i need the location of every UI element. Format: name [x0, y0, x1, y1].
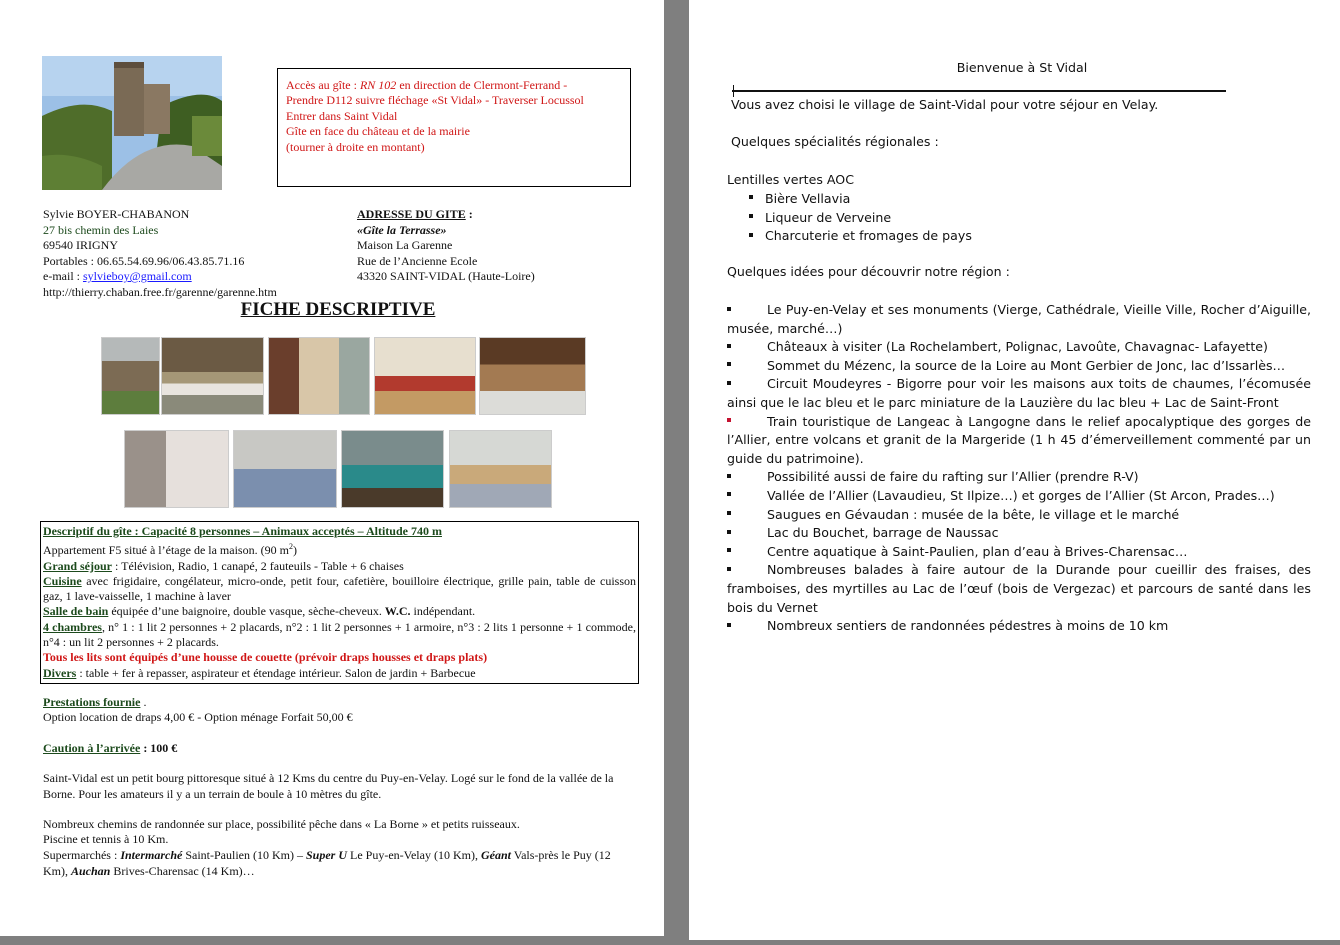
access-line2: Prendre D112 suivre fléchage «St Vidal» - Traverser Locussol: [286, 93, 584, 108]
supermarket-3-text: Vals-près le Puy (12 Km),: [43, 848, 611, 878]
bullet-icon: [749, 214, 753, 218]
bullet-icon: [727, 307, 731, 311]
bullet-icon: [727, 344, 731, 348]
email-link[interactable]: sylvieboy@gmail.com: [82, 269, 192, 283]
idea-item: [727, 524, 1311, 543]
ideas-heading: Quelques idées pour découvrir notre région :: [727, 264, 1010, 279]
sejour-text: : Télévision, Radio, 1 canapé, 2 fauteuils - Table + 6 chaises: [112, 558, 404, 573]
supermarket-1-text: Saint-Paulien (10 Km) –: [182, 848, 306, 862]
idea-label: Lac du Bouchet, barrage de Naussac: [767, 525, 999, 541]
idea-item: [727, 301, 1311, 338]
bullet-icon: [727, 548, 731, 552]
castle-photo: [42, 56, 222, 190]
divers-text: : table + fer à repasser, aspirateur et étendage intérieur. Salon de jardin + Barbecue: [76, 665, 476, 680]
hiking-paragraph: Nombreux chemins de randonnée sur place, possibilité pêche dans « La Borne » et petits ruisseaux.: [43, 817, 520, 831]
specialty-label: Liqueur de Verveine: [765, 209, 892, 225]
gite-address-heading: ADRESSE DU GITE: [357, 207, 466, 221]
idea-label: Nombreuses balades à faire autour de la Durande pour cueillir des fraises, des framboises, des myrtilles au Lac de l’œuf (bois de Vergezac) et parcours de santé dans les bois du Vernet: [727, 562, 1311, 615]
owner-name: Sylvie BOYER-CHABANON: [43, 207, 190, 221]
idea-label: Train touristique de Langeac à Langogne dans le relief apocalyptique des gorges de l’Allier, entre volcans et granit de la Margeride (1 h 45 d’émerveillement commenté par un guide du patrimoine).: [727, 413, 1311, 466]
idea-label: Le Puy-en-Velay et ses monuments (Vierge, Cathédrale, Vieille Ville, Rocher d’Aiguille, musée, marché…): [727, 302, 1311, 336]
access-line4: Gîte en face du château et de la mairie: [286, 124, 470, 139]
owner-city: 69540 IRIGNY: [43, 238, 118, 252]
prestations-block: [43, 695, 633, 726]
prestations-label: Prestations fournie: [43, 695, 141, 709]
idea-label: Saugues en Gévaudan : musée de la bête, le village et le marché: [767, 506, 1180, 522]
title-rule-tick: [733, 85, 734, 97]
caution-block: [43, 741, 633, 756]
gallery-photo-4[interactable]: [374, 337, 476, 415]
bullet-icon: [727, 381, 731, 385]
specialty-item: [727, 209, 972, 228]
bullet-icon: [727, 474, 731, 478]
specialty-item: [727, 190, 972, 209]
bullet-icon: [727, 567, 731, 571]
access-line1-suffix: en direction de Clermont-Ferrand -: [396, 78, 568, 92]
gallery-photo-6[interactable]: [124, 430, 229, 508]
bain-label: Salle de bain: [43, 604, 109, 619]
bullet-icon: [749, 233, 753, 237]
bullet-icon: [727, 492, 731, 496]
sejour-label: Grand séjour: [43, 558, 112, 573]
supermarket-1: Intermarché: [120, 848, 183, 862]
idea-label: Possibilité aussi de faire du rafting sur l’Allier (prendre R-V): [767, 469, 1139, 485]
chambres-text: , n° 1 : 1 lit 2 personnes + 2 placards, n°2 : 1 lit 2 personnes + 1 armoire, n°3 : 2 lits 1 personne + 1 commode, n°4 : un lit 2 personnes + 2 placards.: [43, 619, 636, 650]
gite-address-colon: :: [465, 207, 473, 221]
access-line3: Entrer dans Saint Vidal: [286, 108, 398, 123]
access-directions-box: [277, 68, 631, 187]
caution-value: : 100 €: [140, 741, 178, 755]
lits-note: Tous les lits sont équipés d’une housse de couette (prévoir draps housses et draps plats): [43, 650, 488, 665]
supermarket-2-text: Le Puy-en-Velay (10 Km),: [347, 848, 481, 862]
prestations-label-end: .: [140, 695, 147, 709]
supermarket-2: Super U: [305, 848, 347, 862]
idea-item: [727, 487, 1311, 506]
idea-label: Sommet du Mézenc, la source de la Loire au Mont Gerbier de Jonc, lac d’Issarlès…: [767, 357, 1286, 373]
idea-label: Nombreux sentiers de randonnées pédestres à moins de 10 km: [767, 618, 1169, 634]
caution-label: Caution à l’arrivée: [43, 741, 141, 755]
idea-label: Circuit Moudeyres - Bigorre pour voir les maisons aux toits de chaumes, l’écomusée ainsi que le lac bleu et le parc miniature de la Lauzière du lac bleu + Lac de Saint-Front: [727, 376, 1311, 410]
gite-street: Rue de l’Ancienne Ecole: [357, 253, 478, 268]
idea-item: [727, 338, 1311, 357]
email-label: e-mail :: [43, 269, 83, 283]
supermarket-4: Auchan: [71, 863, 111, 878]
description-header: Descriptif du gîte : Capacité 8 personnes – Animaux acceptés – Altitude 740 m: [43, 524, 442, 538]
supermarkets-paragraph: [43, 848, 633, 879]
website-url[interactable]: http://thierry.chaban.free.fr/garenne/garenne.htm: [43, 284, 277, 299]
supermarket-3: Géant: [480, 848, 511, 862]
idea-label: Vallée de l’Allier (Lavaudieu, St Ilpize…) et gorges de l’Allier (St Arcon, Prades…): [767, 487, 1275, 503]
bullet-icon: [727, 623, 731, 627]
gallery-photo-9[interactable]: [449, 430, 552, 508]
bullet-icon: [727, 362, 731, 366]
idea-item: [727, 375, 1311, 412]
document-page-2: [689, 0, 1340, 940]
pool-paragraph: Piscine et tennis à 10 Km.: [43, 832, 169, 846]
idea-label: Centre aquatique à Saint-Paulien, plan d’eau à Brives-Charensac…: [767, 543, 1188, 559]
access-line5: (tourner à droite en montant): [286, 139, 425, 154]
document-page-1: [0, 0, 664, 936]
bullet-icon: [749, 195, 753, 199]
welcome-title: Bienvenue à St Vidal: [956, 60, 1088, 75]
gallery-photo-5[interactable]: [479, 337, 586, 415]
idea-label: Châteaux à visiter (La Rochelambert, Polignac, Lavoûte, Chavagnac- Lafayette): [767, 339, 1268, 355]
village-paragraph: Saint-Vidal est un petit bourg pittoresque situé à 12 Kms du centre du Puy-en-Velay. Logé sur le fond de la vallée de la Borne. Pour les amateurs il y a un terrain de boule à 10 mètres du gîte.: [43, 771, 614, 801]
specialties-heading: Quelques spécialités régionales :: [731, 134, 939, 149]
bain-text: équipée d’une baignoire, double vasque, sèche-cheveux.: [108, 604, 385, 619]
apartment-end: ): [292, 543, 297, 558]
gallery-photo-7[interactable]: [233, 430, 337, 508]
supermarket-4-text: Brives-Charensac (14 Km)…: [110, 863, 255, 878]
chambres-label: 4 chambres: [43, 619, 102, 634]
specialty-first: Lentilles vertes AOC: [727, 172, 855, 187]
bain-end: indépendant.: [410, 604, 476, 619]
gite-address-block: [357, 207, 617, 285]
specialty-label: Bière Vellavia: [765, 190, 851, 206]
gite-city: 43320 SAINT-VIDAL (Haute-Loire): [357, 269, 535, 283]
access-rn: RN 102: [359, 78, 397, 92]
apartment-text: Appartement F5 situé à l’étage de la maison. (90 m: [43, 543, 289, 558]
owner-phones: Portables : 06.65.54.69.96/06.43.85.71.16: [43, 253, 245, 268]
gite-name: «Gîte la Terrasse»: [357, 222, 447, 237]
idea-item: [727, 617, 1311, 636]
supermarkets-prefix: Supermarchés :: [43, 848, 121, 862]
specialty-label: Charcuterie et fromages de pays: [765, 228, 972, 244]
description-box: [40, 521, 639, 684]
intro-text: Vous avez choisi le village de Saint-Vidal pour votre séjour en Velay.: [731, 97, 1159, 112]
apartment-sup: 2: [288, 542, 293, 552]
bullet-icon: [727, 530, 731, 534]
specialty-item: [727, 227, 972, 246]
bullet-icon: [727, 418, 731, 422]
owner-contact-block: [43, 207, 343, 300]
idea-item: [727, 413, 1311, 469]
gallery-photo-8[interactable]: [341, 430, 444, 508]
gallery-photo-2[interactable]: [161, 337, 264, 415]
divers-label: Divers: [43, 665, 77, 680]
idea-item: [727, 468, 1311, 487]
prestations-text: Option location de draps 4,00 € - Option ménage Forfait 50,00 €: [43, 710, 353, 725]
access-line1-prefix: Accès au gîte :: [286, 78, 360, 92]
owner-street: 27 bis chemin des Laies: [43, 222, 159, 237]
idea-item: [727, 506, 1311, 525]
idea-item: [727, 543, 1311, 562]
page-title: FICHE DESCRIPTIVE: [240, 299, 436, 320]
cuisine-text: avec frigidaire, congélateur, micro-onde, petit four, cafetière, bouilloire électrique, grille pain, table de cuisson gaz, 1 lave-vaisselle, 1 machine à laver: [43, 573, 636, 604]
title-rule: [732, 90, 1226, 92]
bain-wc: W.C.: [384, 604, 411, 619]
idea-item: [727, 357, 1311, 376]
cuisine-label: Cuisine: [43, 573, 82, 588]
gallery-photo-3[interactable]: [268, 337, 370, 415]
gite-house: Maison La Garenne: [357, 238, 453, 252]
gallery-photo-1[interactable]: [101, 337, 160, 415]
specialties-list: [727, 171, 972, 246]
ideas-list: [727, 301, 1311, 636]
bullet-icon: [727, 511, 731, 515]
idea-item: [727, 561, 1311, 617]
